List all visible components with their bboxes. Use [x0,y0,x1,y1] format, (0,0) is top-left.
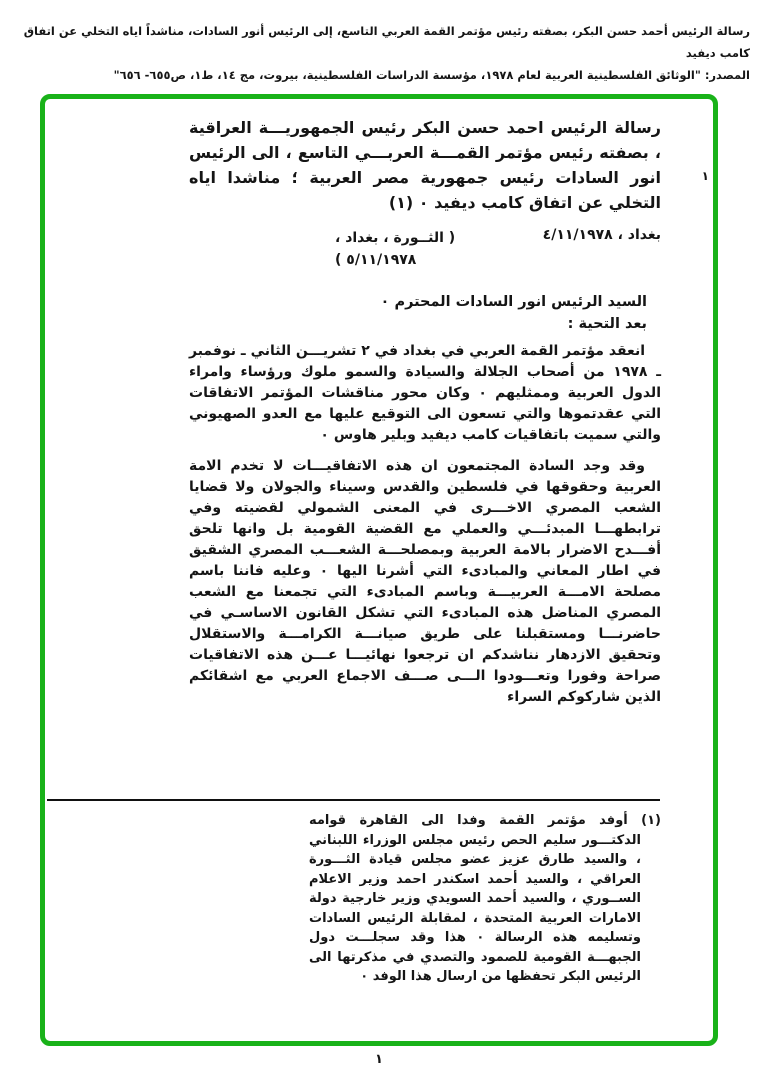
dateline [189,227,661,273]
salutation: السيد الرئيس انور السادات المحترم ٠ [380,294,647,310]
dateline-place: بغداد ، ٤/١١/١٩٧٨ [542,227,661,243]
footnote-text: (١) أوفد مؤتمر القمة وفدا الى القاهرة قوامه الدكتـــور سليم الحص رئيس مجلس الوزراء اللبناني ، والسيد طارق عزيز عضو مجلس قيادة الثـــورة العراقي ، والسيد أحمد اسكندر احمد وزير الاعلام الســوري ، والسيد أحمد السويدي وزير خارجية دولة الامارات العربية المتحدة ، لمقابلة الرئيس السادات وتسليمه هذه الرسالة ٠ هذا وقد سجلـــت دول الجبهـــة القومية للصمود والتصدي في مذكرتها الى الرئيس البكر تحفظها من ارسال هذا الوفد ٠ [309,813,661,984]
dateline-source-line2: ٥/١١/١٩٧٨ ) [335,252,417,268]
header-title-line: رسالة الرئيس أحمد حسن البكر، بصفته رئيس مؤتمر القمة العربي التاسع، إلى الرئيس أنور السادات، مناشداً اياه التخلي عن اتفاق كامب ديفيد [23,24,750,60]
page-number: ١ [375,1052,383,1067]
dateline-source-line1: ( الثــورة ، بغداد ، [335,230,456,246]
margin-note: ١ [701,169,709,183]
header-source-line: المصدر: "الوثائق الفلسطينية العربية لعام ١٩٧٨، مؤسسة الدراسات الفلسطينية، بيروت، مج ١٤، ط١، ص٦٥٥- ٦٥٦" [113,68,750,82]
paragraph-1: انعقد مؤتمر القمة العربي في بغداد في ٢ تشريـــن الثاني ـ نوفمبر ـ ١٩٧٨ من أصحاب الجلالة والسيادة والسمو ملوك ورؤساء وامراء الدول العربية وممثليهم ٠ وكان محور مناقشات المؤتمر الاتفاقات التي عقدتموها والتي تسعون الى التوقيع عليها مع العدو الصهيوني والتي سميت باتفاقيات كامب ديفيد وبلير هاوس ٠ [189,343,661,443]
greeting: بعد التحية : [567,316,647,332]
letter-title: رسالة الرئيس احمد حسن البكر رئيس الجمهوريـــة العراقية ، بصفته رئيس مؤتمر القمـــة العربـــي التاسع ، الى الرئيس انور السادات رئيس جمهورية مصر العربية ؛ مناشدا اياه التخلي عن اتفاق كامب ديفيد ٠ (١) [189,118,661,212]
letter-body [189,115,661,708]
green-border-frame [40,94,718,1046]
document-header [6,20,750,86]
dateline-source [335,227,455,271]
paragraph-2: وقد وجد السادة المجتمعون ان هذه الاتفاقيـــات لا تخدم الامة العربية وحقوقها في فلسطين والقدس وسيناء والجولان ولا قضايا الشعب المصري الاخـــرى في المعنى الشمولي لقضيته وفي ترابطهـــا المبدئـــي والعملي مع القضية القومية بل وانها تلحق أفـــدح الاضرار بالامة العربية وبمصلحـــة الشعـــب المصري الشقيق في اطار المعاني والمبادىء التي أشرنا اليها ٠ وعليه فاننا باسم مصلحة الامـــة العربيـــة وباسم المبادىء التي تجمعنا مع الشعب المصري المناضل هذه المبادىء التي تشكل القانون الاساسـي في حاضرنـــا ومستقبلنا على طريق صيانـــة الكرامـــة والاستقلال وتحقيق الازدهار نناشدكم ان ترجعوا نهائيـــا عـــن هذه الاتفاقيات صراحة وفورا وتعـــودوا الـــى صـــف الاجماع العربي مع اشقائكم الذين شاركوكم السراء [189,458,661,705]
footnote-divider [47,799,660,801]
